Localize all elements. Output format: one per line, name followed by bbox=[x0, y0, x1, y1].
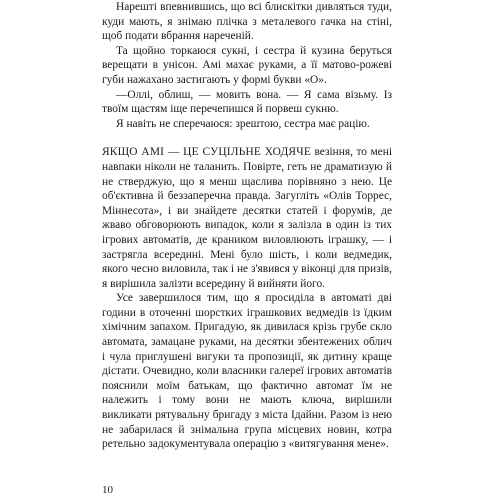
paragraph-claw-machine: Усе завершилося тим, що я просиділа в автоматі дві години в оточенні шорстких іграшкових ведмедів із їдким хімічним запахом. Пригадую, як дивилася крізь грубе скло автомата, замацане руками, на десятки збентежених облич і чула приглушені вигуки та пропозиції, як дитину краще дістати. Очевидно, коли власники галереї ігрових автоматів пояснили моїм батькам, що фактично автомат їм не належить і тому вони не мають ключа, вирішили викликати рятувальну бригаду з міста Ідайни. Разом із нею не забарилася й знімальна група місцевих новин, котра ретельно задокументувала операцію з «витягування мене». bbox=[102, 292, 392, 451]
paragraph-section-opening bbox=[102, 145, 392, 291]
section-opening-text: везіння, то мені навпаки ніколи не таланить. Повірте, геть не драматизую й не стверджую, що я менш щаслива порівняно з нею. Це об'єктивна й беззаперечна правда. Загугліть «Олів Торрес, Міннесота», і ви знайдете десятки статей і форумів, де жваво обговорюють випадок, коли я залізла в один із тих ігрових автоматів, де краником виловлюють іграшку, — і застрягла всередині. Мені було шість, і коли ведмедик, якого чесно виловила, так і не з'явився у віконці для призів, я вирішила залізти всередину й вийняти його. bbox=[102, 146, 392, 290]
paragraph-no-argument: Я навіть не сперечаюся: зрештою, сестра має рацію. bbox=[116, 117, 370, 130]
paragraph-ollie-dialogue: —Оллі, облиш, — мовить вона. — Я сама візьму. Із твоїм щастям іще перечепишся й порвеш сукню. bbox=[102, 88, 392, 116]
section-break bbox=[102, 131, 392, 145]
section-lead-caps: ЯКЩО АМІ — ЦЕ СУЦІЛЬНЕ ХОДЯЧЕ bbox=[102, 146, 311, 159]
book-page bbox=[102, 0, 392, 452]
paragraph-sister-cousin: Та щойно торкаюся сукні, і сестра й кузина беруться верещати в унісон. Амі махає руками, а її матово-рожеві губи нажахано застигають у формі букви «О». bbox=[102, 44, 392, 86]
page-number: 10 bbox=[102, 484, 113, 496]
paragraph-dress-hanger: Нарешті впевнившись, що всі блискітки дивляться туди, куди мають, я знімаю плічка з металевого гачка на стіні, щоб подати вбрання нареченій. bbox=[102, 1, 392, 43]
